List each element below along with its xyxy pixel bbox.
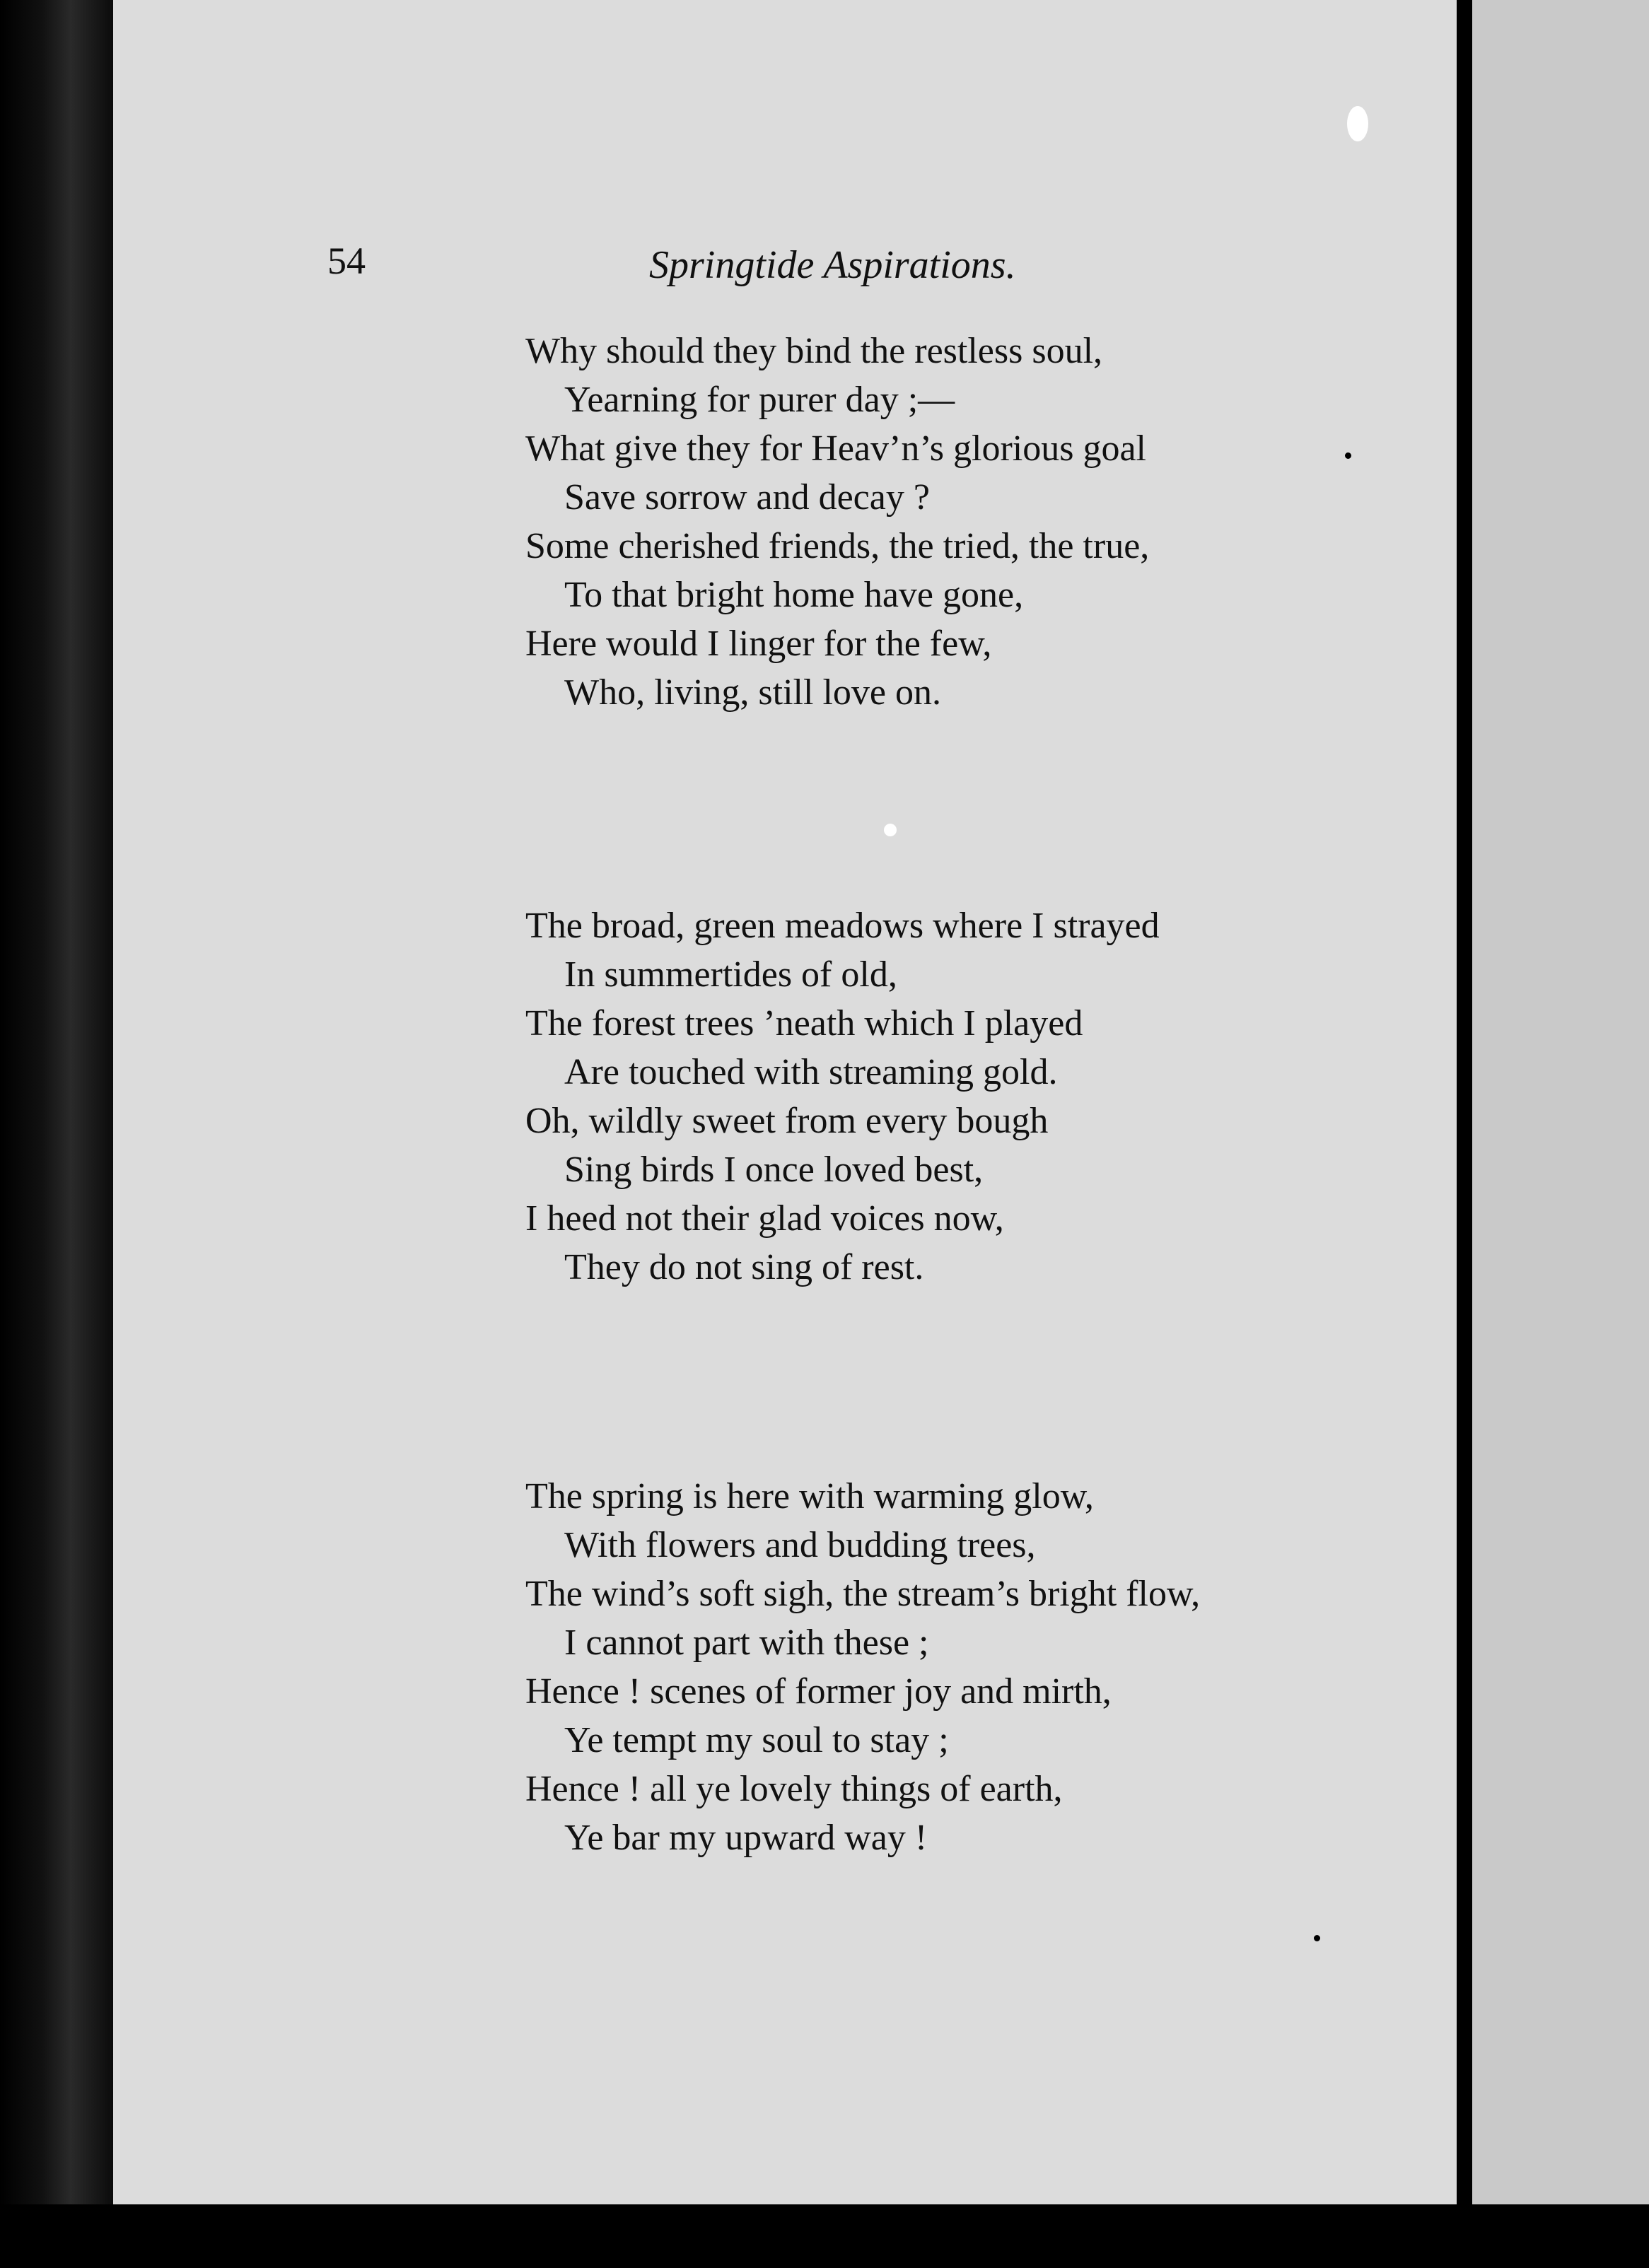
poem-line: Why should they bind the restless soul, [525, 331, 1103, 371]
stanza-2 [525, 901, 1160, 1292]
poem-line: In summertides of old, [564, 954, 897, 995]
stanza-1 [525, 327, 1149, 717]
stanza-3 [525, 1472, 1200, 1862]
scan-speck [884, 824, 897, 836]
poem-line: To that bright home have gone, [564, 575, 1024, 615]
poem-line: Here would I linger for the few, [525, 624, 992, 664]
poem-line: Are touched with streaming gold. [564, 1052, 1058, 1092]
poem-line: Sing birds I once loved best, [564, 1150, 984, 1190]
page-gutter [1457, 0, 1472, 2268]
scan-dot [1345, 452, 1351, 459]
poem-line: Who, living, still love on. [564, 672, 941, 713]
poem-line: The broad, green meadows where I strayed [525, 906, 1160, 946]
running-head: Springtide Aspirations. [649, 243, 1016, 287]
poem-line: The forest trees ’neath which I played [525, 1003, 1083, 1044]
scan-dot [1314, 1935, 1320, 1941]
poem-line: Save sorrow and decay ? [564, 477, 930, 518]
poem-line: Oh, wildly sweet from every bough [525, 1101, 1049, 1141]
poem-line: The wind’s soft sigh, the stream’s bright flow, [525, 1574, 1201, 1614]
poem-line: Hence ! all ye lovely things of earth, [525, 1769, 1063, 1809]
poem-line: Yearning for purer day ;— [564, 380, 955, 420]
poem-line: Hence ! scenes of former joy and mirth, [525, 1671, 1112, 1712]
poem-line: Ye bar my upward way ! [564, 1818, 928, 1858]
poem-line: Some cherished friends, the tried, the true, [525, 526, 1150, 566]
adjacent-page-edge [1472, 0, 1649, 2213]
poem-line: What give they for Heav’n’s glorious goal [525, 428, 1146, 469]
page-number: 54 [327, 240, 366, 282]
poem-line: Ye tempt my soul to stay ; [564, 1720, 949, 1760]
poem-line: I heed not their glad voices now, [525, 1198, 1004, 1239]
poem-line: With flowers and budding trees, [564, 1525, 1036, 1565]
poem-line: I cannot part with these ; [564, 1623, 929, 1663]
scan-speck [1347, 106, 1368, 141]
poem-line: They do not sing of rest. [564, 1247, 924, 1287]
book-spine-edge [0, 0, 113, 2268]
poem-line: The spring is here with warming glow, [525, 1476, 1094, 1516]
scan-border-bottom [0, 2204, 1649, 2268]
